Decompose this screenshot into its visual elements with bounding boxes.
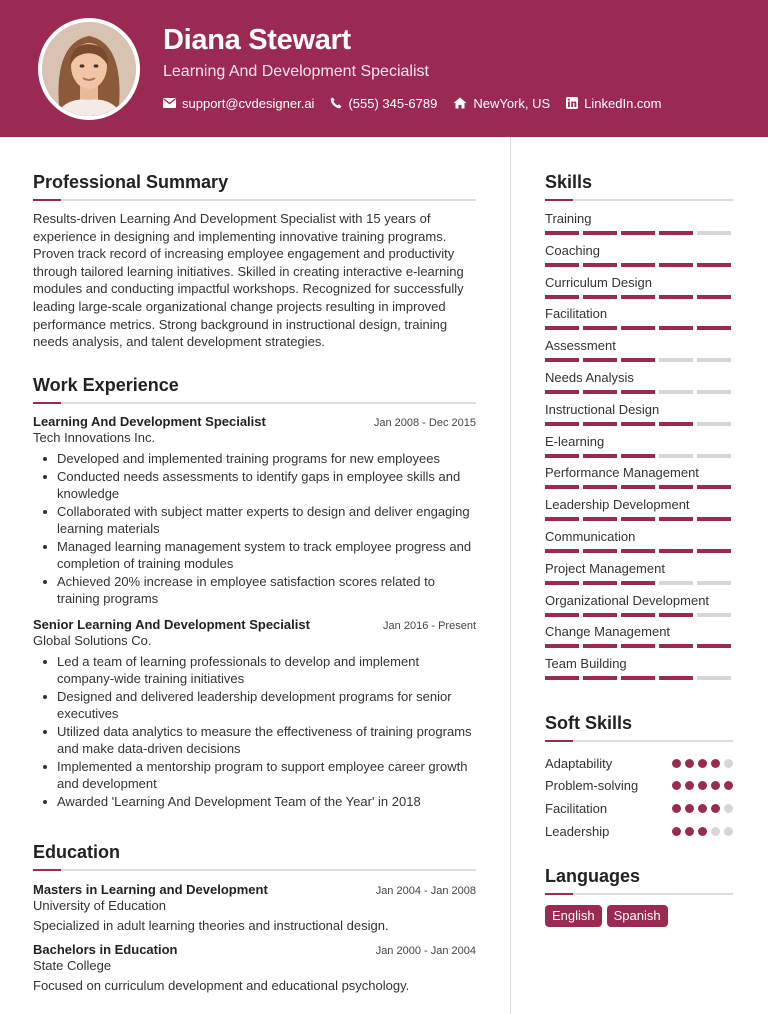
skill-level-segment [697,549,731,553]
languages-list [545,905,673,927]
candidate-name: Diana Stewart [163,24,351,56]
job-bullets [33,653,476,811]
education-date: Jan 2000 - Jan 2004 [375,945,476,957]
education-date: Jan 2004 - Jan 2008 [375,885,476,897]
skill-level-segment [583,263,617,267]
contact-location [453,96,550,111]
skill-item [545,211,733,243]
contact-linkedin[interactable] [566,96,661,111]
job-bullets [33,450,476,608]
skill-level-segment [659,581,693,585]
skill-level-segment [621,613,655,617]
soft-skill-item [545,797,733,820]
skill-level-bar [545,485,733,489]
location-text: NewYork, US [473,95,551,111]
school-name: State College [33,958,112,973]
job-title: Learning And Development Specialist [33,414,266,429]
skill-item [545,624,733,656]
job-entry [33,414,476,608]
rating-dot [724,781,733,790]
skill-level-bar [545,517,733,521]
skill-level-segment [583,231,617,235]
rating-dot [672,804,681,813]
experience-list [33,414,476,810]
education-description: Focused on curriculum development and educational psychology. [33,978,410,993]
skill-level-segment [583,676,617,680]
skill-level-segment [545,263,579,267]
summary-text: Results-driven Learning And Development Specialist with 15 years of experience in designing and implementing innovative training programs. Proven track record of increasing employee engagement and productivity through tailored learning initiatives. Skilled in creating interactive e-learning modules and conducting impactful workshops. Recognized for successfully leading large-scale organizational change projects resulting in improved performance metrics. Strong background in instructional design, training needs analysis, and talent development strategies. [33,211,464,350]
skill-level-segment [583,485,617,489]
skill-name: Performance Management [545,465,699,481]
skill-item [545,306,733,338]
language-tag: Spanish [607,905,668,927]
rating-dot [698,827,707,836]
skill-item [545,465,733,497]
skill-level-segment [621,295,655,299]
languages-heading: Languages [545,866,641,886]
skill-level-bar [545,231,733,235]
skill-item [545,497,733,529]
languages-rule [545,893,733,895]
skill-level-segment [697,581,731,585]
soft-skill-rating [668,781,733,790]
experience-rule [33,402,476,404]
education-entry [33,942,476,993]
skill-item [545,243,733,275]
skill-level-segment [545,454,579,458]
skill-level-segment [583,454,617,458]
skill-item [545,370,733,402]
skill-level-segment [659,644,693,648]
skill-level-segment [621,263,655,267]
skill-level-segment [659,549,693,553]
skill-level-segment [621,390,655,394]
skill-name: Communication [545,528,636,544]
skill-item [545,275,733,307]
rating-dot [672,827,681,836]
skill-level-bar [545,358,733,362]
soft-skill-name: Problem-solving [545,778,639,794]
job-entry [33,617,476,811]
soft-skill-rating [668,827,733,836]
skills-list [545,211,733,688]
skill-level-segment [545,358,579,362]
education-description: Specialized in adult learning theories and instructional design. [33,918,389,933]
skill-level-segment [545,613,579,617]
skill-level-bar [545,613,733,617]
phone-text: (555) 345-6789 [348,95,438,111]
list-item: Achieved 20% increase in employee satisfaction scores related to training programs [33,573,476,608]
skill-level-segment [545,231,579,235]
skill-level-segment [545,517,579,521]
rating-dot [698,804,707,813]
profile-photo [38,18,140,120]
soft-skills-list [545,752,733,842]
soft-skill-rating [668,804,733,813]
degree-title: Bachelors in Education [33,942,178,957]
skill-level-segment [545,676,579,680]
skill-level-segment [659,295,693,299]
skill-level-segment [545,581,579,585]
list-item: Collaborated with subject matter experts to design and deliver engaging learning materials [33,503,476,538]
job-date: Jan 2008 - Dec 2015 [373,417,476,429]
skill-level-segment [621,326,655,330]
skill-level-segment [583,644,617,648]
skill-level-segment [621,517,655,521]
list-item: Designed and delivered leadership development programs for senior executives [33,688,476,723]
skill-name: Coaching [545,242,600,258]
skill-level-segment [621,644,655,648]
rating-dot [685,804,694,813]
skill-level-bar [545,549,733,553]
skill-level-segment [697,613,731,617]
skill-level-bar [545,295,733,299]
rating-dot [711,781,720,790]
skill-level-segment [583,422,617,426]
skill-name: Team Building [545,656,627,672]
degree-title: Masters in Learning and Development [33,882,268,897]
rating-dot [711,827,720,836]
skill-level-segment [545,422,579,426]
skill-name: Facilitation [545,306,608,322]
skill-level-segment [659,358,693,362]
contact-phone[interactable] [330,96,437,111]
skill-level-segment [659,422,693,426]
skill-level-bar [545,644,733,648]
list-item: Implemented a mentorship program to support employee career growth and development [33,758,476,793]
skill-level-segment [697,517,731,521]
summary-heading: Professional Summary [33,172,229,192]
education-list [33,882,476,993]
language-tag: English [545,905,602,927]
skill-level-segment [545,295,579,299]
skill-item [545,529,733,561]
skill-level-segment [659,485,693,489]
skill-level-segment [621,231,655,235]
school-name: University of Education [33,898,166,913]
soft-skill-item [545,820,733,843]
skill-level-segment [659,390,693,394]
skill-name: E-learning [545,433,605,449]
list-item: Managed learning management system to track employee progress and completion of training modules [33,538,476,573]
soft-skill-item [545,752,733,775]
skill-level-segment [697,326,731,330]
rating-dot [685,827,694,836]
skill-level-segment [545,390,579,394]
skill-level-segment [545,326,579,330]
skill-level-segment [697,485,731,489]
skill-level-bar [545,263,733,267]
skill-level-segment [583,581,617,585]
skill-item [545,402,733,434]
education-entry [33,882,476,933]
skill-level-segment [583,517,617,521]
skill-level-segment [697,295,731,299]
resume-header [0,0,768,137]
skill-name: Training [545,211,592,226]
skill-level-bar [545,454,733,458]
rating-dot [685,781,694,790]
skill-level-segment [659,263,693,267]
skill-level-segment [697,454,731,458]
skill-level-segment [697,358,731,362]
skills-rule [545,199,733,201]
skill-level-segment [659,231,693,235]
skill-level-bar [545,422,733,426]
linkedin-text: LinkedIn.com [584,95,662,111]
soft-skills-rule [545,740,733,742]
skill-level-segment [621,549,655,553]
job-date: Jan 2016 - Present [383,619,476,632]
skill-level-segment [659,613,693,617]
skill-name: Leadership Development [545,497,690,513]
skill-level-segment [659,454,693,458]
linkedin-icon [566,97,578,109]
list-item: Led a team of learning professionals to develop and implement company-wide training initiatives [33,653,476,688]
skill-level-segment [583,549,617,553]
skill-name: Change Management [545,624,671,640]
rating-dot [685,759,694,768]
skill-level-bar [545,581,733,585]
skill-level-segment [697,676,731,680]
list-item: Utilized data analytics to measure the effectiveness of training programs and make data-driven decisions [33,723,476,758]
education-heading: Education [33,842,121,862]
avatar [42,22,136,116]
skill-level-segment [545,485,579,489]
skill-level-segment [583,326,617,330]
skill-level-segment [545,549,579,553]
list-item: Awarded 'Learning And Development Team of the Year' in 2018 [33,793,476,811]
education-rule [33,869,476,871]
job-company: Global Solutions Co. [33,632,152,648]
rating-dot [698,759,707,768]
rating-dot [672,759,681,768]
rating-dot [724,804,733,813]
skill-name: Curriculum Design [545,274,652,290]
skill-level-segment [583,358,617,362]
column-divider [510,137,511,1014]
email-text: support@cvdesigner.ai [182,95,315,111]
soft-skill-name: Adaptability [545,755,613,771]
home-icon [453,97,467,109]
rating-dot [711,804,720,813]
skill-name: Needs Analysis [545,369,634,385]
skill-level-segment [621,454,655,458]
soft-skill-name: Leadership [545,823,610,839]
soft-skill-name: Facilitation [545,800,608,816]
rating-dot [672,781,681,790]
soft-skill-item [545,775,733,798]
skill-level-segment [621,581,655,585]
skill-level-segment [697,263,731,267]
skill-level-segment [659,326,693,330]
soft-skills-heading: Soft Skills [545,713,633,733]
skill-level-segment [659,517,693,521]
skill-item [545,434,733,466]
skill-item [545,338,733,370]
skill-level-bar [545,390,733,394]
skill-level-segment [583,295,617,299]
skill-level-segment [621,676,655,680]
job-company: Tech Innovations Inc. [33,430,156,445]
skill-level-segment [545,644,579,648]
rating-dot [711,759,720,768]
skill-name: Project Management [545,560,665,576]
summary-rule [33,199,476,201]
skill-item [545,656,733,688]
skill-level-segment [697,390,731,394]
skill-name: Instructional Design [545,401,660,417]
skill-level-bar [545,326,733,330]
skill-item [545,593,733,625]
skill-level-segment [621,485,655,489]
envelope-icon [163,98,176,108]
contact-email[interactable] [163,96,314,111]
list-item: Developed and implemented training programs for new employees [33,450,476,468]
experience-heading: Work Experience [33,375,179,395]
skill-name: Organizational Development [545,592,710,608]
candidate-title: Learning And Development Specialist [163,63,429,80]
skill-level-segment [697,644,731,648]
skill-level-segment [697,231,731,235]
skills-heading: Skills [545,172,593,192]
rating-dot [698,781,707,790]
rating-dot [724,827,733,836]
skill-level-segment [621,358,655,362]
skill-item [545,561,733,593]
contact-info [163,94,678,112]
skill-name: Assessment [545,338,616,354]
skill-level-segment [697,422,731,426]
skill-level-segment [659,676,693,680]
list-item: Conducted needs assessments to identify gaps in employee skills and knowledge [33,468,476,503]
skill-level-segment [583,390,617,394]
skill-level-segment [583,613,617,617]
skill-level-bar [545,676,733,680]
skill-level-segment [621,422,655,426]
soft-skill-rating [668,759,733,768]
phone-icon [330,97,342,109]
rating-dot [724,759,733,768]
job-title: Senior Learning And Development Specialist [33,616,310,632]
